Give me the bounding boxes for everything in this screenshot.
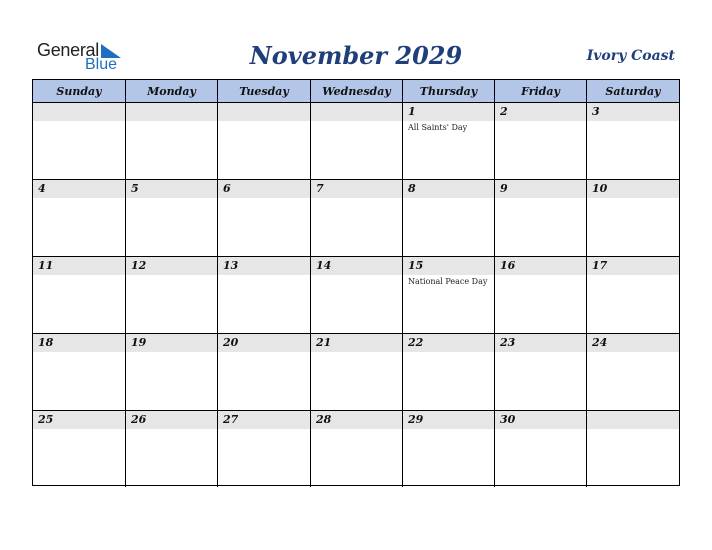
- day-cell-15: [403, 257, 495, 333]
- weekday-saturday: Saturday: [587, 80, 679, 103]
- day-band: [33, 180, 125, 198]
- day-number: 5: [131, 182, 139, 195]
- day-cell-20: [218, 334, 311, 410]
- day-band: [587, 103, 679, 121]
- day-cell-23: [495, 334, 587, 410]
- day-number: 6: [223, 182, 231, 195]
- day-number: 12: [131, 259, 147, 272]
- day-number: 30: [500, 413, 516, 426]
- day-number: 27: [223, 413, 239, 426]
- day-cell-8: [403, 180, 495, 256]
- day-number: 13: [223, 259, 239, 272]
- week-row: [33, 256, 679, 333]
- day-number: 28: [316, 413, 332, 426]
- day-cell-18: [33, 334, 126, 410]
- day-number: 20: [223, 336, 239, 349]
- weekday-header-row: [33, 80, 679, 103]
- day-cell-25: [33, 411, 126, 487]
- day-cell-26: [126, 411, 218, 487]
- day-cell-empty: [126, 103, 218, 179]
- day-band: [311, 103, 402, 121]
- day-cell-17: [587, 257, 679, 333]
- holiday-label: National Peace Day: [408, 277, 488, 286]
- day-band: [126, 103, 217, 121]
- day-cell-7: [311, 180, 403, 256]
- day-cell-4: [33, 180, 126, 256]
- day-number: 4: [38, 182, 46, 195]
- day-band: [311, 180, 402, 198]
- week-row: [33, 102, 679, 179]
- day-cell-21: [311, 334, 403, 410]
- day-number: 25: [38, 413, 54, 426]
- day-cell-empty: [218, 103, 311, 179]
- weekday-wednesday: Wednesday: [311, 80, 403, 103]
- logo-blue-text: Blue: [85, 56, 118, 73]
- day-number: 11: [38, 259, 54, 272]
- day-cell-empty: [587, 411, 679, 487]
- weekday-sunday: Sunday: [33, 80, 126, 103]
- day-number: 14: [316, 259, 332, 272]
- day-cell-22: [403, 334, 495, 410]
- week-row: [33, 333, 679, 410]
- day-cell-28: [311, 411, 403, 487]
- day-cell-9: [495, 180, 587, 256]
- day-number: 26: [131, 413, 147, 426]
- logo-general-text: General: [37, 40, 99, 60]
- week-row: [33, 410, 679, 487]
- day-number: 10: [592, 182, 608, 195]
- day-cell-2: [495, 103, 587, 179]
- day-number: 23: [500, 336, 516, 349]
- day-number: 1: [408, 105, 416, 118]
- day-band: [587, 411, 679, 429]
- day-cell-empty: [33, 103, 126, 179]
- day-cell-6: [218, 180, 311, 256]
- day-number: 8: [408, 182, 416, 195]
- day-number: 9: [500, 182, 508, 195]
- day-band: [495, 180, 586, 198]
- day-cell-1: [403, 103, 495, 179]
- day-number: 3: [592, 105, 600, 118]
- day-number: 2: [500, 105, 508, 118]
- day-number: 24: [592, 336, 608, 349]
- day-number: 15: [408, 259, 424, 272]
- day-cell-10: [587, 180, 679, 256]
- day-cell-empty: [311, 103, 403, 179]
- day-cell-3: [587, 103, 679, 179]
- day-number: 21: [316, 336, 332, 349]
- day-cell-14: [311, 257, 403, 333]
- holiday-label: All Saints' Day: [408, 123, 468, 132]
- day-band: [403, 103, 494, 121]
- day-cell-12: [126, 257, 218, 333]
- week-row: [33, 179, 679, 256]
- calendar-grid: [32, 79, 680, 486]
- weekday-thursday: Thursday: [403, 80, 495, 103]
- day-cell-11: [33, 257, 126, 333]
- day-band: [126, 180, 217, 198]
- day-band: [33, 103, 125, 121]
- page-title: November 2029: [249, 41, 463, 70]
- day-cell-27: [218, 411, 311, 487]
- weekday-monday: Monday: [126, 80, 218, 103]
- day-band: [403, 180, 494, 198]
- day-cell-24: [587, 334, 679, 410]
- day-number: 16: [500, 259, 516, 272]
- day-cell-13: [218, 257, 311, 333]
- day-cell-30: [495, 411, 587, 487]
- day-band: [218, 103, 310, 121]
- weekday-friday: Friday: [495, 80, 587, 103]
- day-cell-16: [495, 257, 587, 333]
- day-number: 7: [316, 182, 324, 195]
- day-number: 18: [38, 336, 54, 349]
- day-number: 22: [408, 336, 424, 349]
- day-cell-19: [126, 334, 218, 410]
- day-cell-5: [126, 180, 218, 256]
- day-band: [218, 180, 310, 198]
- day-cell-29: [403, 411, 495, 487]
- weekday-tuesday: Tuesday: [218, 80, 311, 103]
- day-band: [495, 103, 586, 121]
- day-number: 29: [408, 413, 424, 426]
- day-number: 19: [131, 336, 147, 349]
- country-label: Ivory Coast: [586, 48, 675, 64]
- day-number: 17: [592, 259, 608, 272]
